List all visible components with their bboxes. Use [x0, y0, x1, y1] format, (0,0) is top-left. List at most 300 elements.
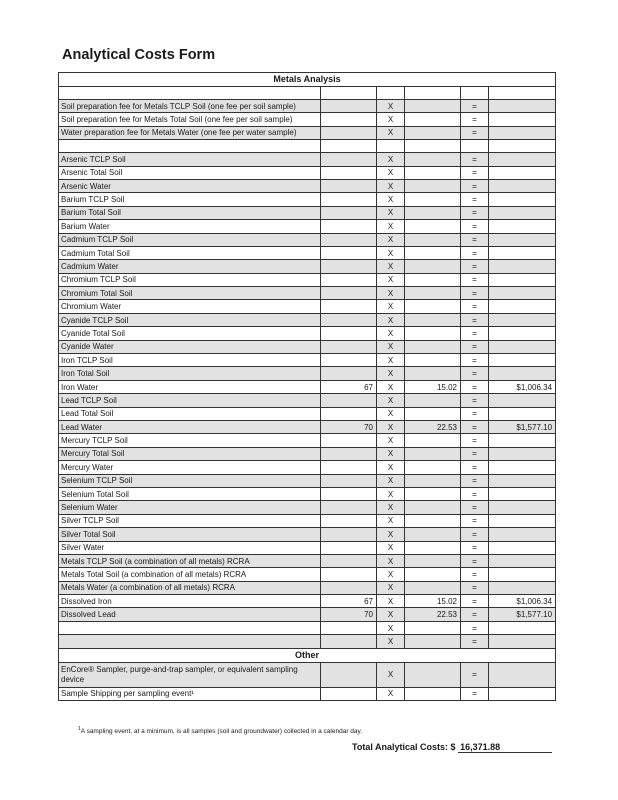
equals-symbol: = — [461, 474, 489, 487]
total-label: Total Analytical Costs: — [352, 742, 449, 752]
line-total-cell[interactable] — [489, 340, 556, 353]
unit-price-cell[interactable]: 22.53 — [405, 608, 461, 621]
table-row — [59, 206, 556, 219]
unit-price-cell[interactable] — [405, 434, 461, 447]
line-total-cell[interactable] — [489, 126, 556, 139]
times-symbol: X — [377, 487, 405, 500]
unit-price-cell[interactable] — [405, 313, 461, 326]
quantity-cell[interactable] — [321, 287, 377, 300]
cost-item-label: Barium Total Soil — [59, 206, 321, 219]
line-total-cell[interactable] — [489, 635, 556, 648]
table-row — [59, 380, 556, 393]
line-total-cell[interactable] — [489, 461, 556, 474]
equals-symbol: = — [461, 273, 489, 286]
unit-price-cell[interactable] — [405, 287, 461, 300]
line-total-cell[interactable]: $1,006.34 — [489, 380, 556, 393]
table-row — [59, 474, 556, 487]
times-symbol: X — [377, 193, 405, 206]
table-row — [59, 581, 556, 594]
equals-symbol: = — [461, 287, 489, 300]
cost-item-label: Metals Water (a combination of all metals) RCRA — [59, 581, 321, 594]
times-symbol: X — [377, 287, 405, 300]
table-row — [59, 354, 556, 367]
times-symbol: X — [377, 528, 405, 541]
quantity-cell[interactable] — [321, 474, 377, 487]
times-symbol: X — [377, 260, 405, 273]
times-symbol: X — [377, 354, 405, 367]
times-symbol: X — [377, 474, 405, 487]
line-total-cell[interactable] — [489, 447, 556, 460]
equals-symbol: = — [461, 220, 489, 233]
line-total-cell[interactable] — [489, 153, 556, 166]
empty-cell — [321, 87, 377, 100]
times-symbol: X — [377, 327, 405, 340]
line-total-cell[interactable] — [489, 327, 556, 340]
table-row — [59, 233, 556, 246]
times-symbol: X — [377, 662, 405, 687]
cost-item-label: Arsenic Total Soil — [59, 166, 321, 179]
quantity-cell[interactable] — [321, 581, 377, 594]
footnote-mark: 1 — [78, 726, 81, 732]
table-row — [59, 554, 556, 567]
line-total-cell[interactable] — [489, 100, 556, 113]
unit-price-cell[interactable] — [405, 193, 461, 206]
quantity-cell[interactable] — [321, 246, 377, 259]
times-symbol: X — [377, 380, 405, 393]
quantity-cell[interactable] — [321, 126, 377, 139]
blank-spacer-row — [59, 140, 556, 153]
equals-symbol: = — [461, 407, 489, 420]
quantity-cell[interactable] — [321, 434, 377, 447]
times-symbol: X — [377, 621, 405, 634]
cost-item-label: Cadmium Total Soil — [59, 246, 321, 259]
empty-cell — [321, 140, 377, 153]
table-row — [59, 287, 556, 300]
empty-cell — [489, 140, 556, 153]
line-total-cell[interactable] — [489, 434, 556, 447]
footnote — [78, 726, 362, 735]
line-total-cell[interactable] — [489, 514, 556, 527]
times-symbol: X — [377, 447, 405, 460]
quantity-cell[interactable] — [321, 113, 377, 126]
table-row — [59, 246, 556, 259]
table-row — [59, 313, 556, 326]
cost-item-label: Lead TCLP Soil — [59, 394, 321, 407]
cost-item-label: Metals Total Soil (a combination of all metals) RCRA — [59, 568, 321, 581]
unit-price-cell[interactable] — [405, 474, 461, 487]
unit-price-cell[interactable] — [405, 501, 461, 514]
quantity-cell[interactable]: 70 — [321, 608, 377, 621]
quantity-cell[interactable] — [321, 662, 377, 687]
blank-spacer-row — [59, 87, 556, 100]
cost-item-label: Chromium Water — [59, 300, 321, 313]
line-total-cell[interactable] — [489, 246, 556, 259]
line-total-cell[interactable] — [489, 407, 556, 420]
unit-price-cell[interactable]: 15.02 — [405, 380, 461, 393]
table-row — [59, 541, 556, 554]
unit-price-cell[interactable] — [405, 113, 461, 126]
quantity-cell[interactable] — [321, 461, 377, 474]
unit-price-cell[interactable] — [405, 100, 461, 113]
equals-symbol: = — [461, 447, 489, 460]
unit-price-cell[interactable] — [405, 126, 461, 139]
unit-price-cell[interactable] — [405, 662, 461, 687]
cost-item-label: Selenium Total Soil — [59, 487, 321, 500]
unit-price-cell[interactable] — [405, 340, 461, 353]
unit-price-cell[interactable] — [405, 568, 461, 581]
cost-item-label: Lead Total Soil — [59, 407, 321, 420]
empty-cell — [59, 140, 321, 153]
table-row — [59, 126, 556, 139]
cost-item-label: Lead Water — [59, 420, 321, 433]
times-symbol: X — [377, 501, 405, 514]
equals-symbol: = — [461, 193, 489, 206]
line-total-cell[interactable] — [489, 621, 556, 634]
form-title: Analytical Costs Form — [62, 47, 216, 63]
cost-item-label: Sample Shipping per sampling event¹ — [59, 687, 321, 700]
empty-cell — [461, 140, 489, 153]
table-row — [59, 113, 556, 126]
equals-symbol: = — [461, 595, 489, 608]
equals-symbol: = — [461, 687, 489, 700]
section-title-metals: Metals Analysis — [59, 73, 556, 87]
line-total-cell[interactable] — [489, 220, 556, 233]
quantity-cell[interactable] — [321, 487, 377, 500]
table-row — [59, 260, 556, 273]
line-total-cell[interactable] — [489, 528, 556, 541]
equals-symbol: = — [461, 487, 489, 500]
total-value: 16,371.88 — [458, 742, 552, 753]
line-total-cell[interactable] — [489, 581, 556, 594]
table-row — [59, 327, 556, 340]
times-symbol: X — [377, 273, 405, 286]
cost-item-label: Water preparation fee for Metals Water (one fee per water sample) — [59, 126, 321, 139]
equals-symbol: = — [461, 179, 489, 192]
empty-cell — [377, 87, 405, 100]
line-total-cell[interactable] — [489, 300, 556, 313]
quantity-cell[interactable] — [321, 179, 377, 192]
cost-item-label: Arsenic TCLP Soil — [59, 153, 321, 166]
equals-symbol: = — [461, 568, 489, 581]
times-symbol: X — [377, 514, 405, 527]
quantity-cell[interactable] — [321, 687, 377, 700]
equals-symbol: = — [461, 380, 489, 393]
quantity-cell[interactable] — [321, 514, 377, 527]
quantity-cell[interactable] — [321, 273, 377, 286]
times-symbol: X — [377, 635, 405, 648]
equals-symbol: = — [461, 340, 489, 353]
quantity-cell[interactable] — [321, 327, 377, 340]
times-symbol: X — [377, 608, 405, 621]
unit-price-cell[interactable] — [405, 394, 461, 407]
times-symbol: X — [377, 595, 405, 608]
equals-symbol: = — [461, 581, 489, 594]
section-header-other — [59, 648, 556, 662]
table-row — [59, 367, 556, 380]
cost-item-label: Silver Total Soil — [59, 528, 321, 541]
quantity-cell[interactable] — [321, 206, 377, 219]
quantity-cell[interactable] — [321, 554, 377, 567]
unit-price-cell[interactable] — [405, 621, 461, 634]
line-total-cell[interactable] — [489, 394, 556, 407]
unit-price-cell[interactable] — [405, 367, 461, 380]
quantity-cell[interactable] — [321, 300, 377, 313]
equals-symbol: = — [461, 100, 489, 113]
equals-symbol: = — [461, 300, 489, 313]
quantity-cell[interactable] — [321, 407, 377, 420]
times-symbol: X — [377, 300, 405, 313]
quantity-cell[interactable] — [321, 621, 377, 634]
table-row — [59, 420, 556, 433]
cost-item-label: Iron TCLP Soil — [59, 354, 321, 367]
quantity-cell[interactable]: 67 — [321, 380, 377, 393]
equals-symbol: = — [461, 514, 489, 527]
table-row — [59, 662, 556, 687]
quantity-cell[interactable] — [321, 260, 377, 273]
cost-item-label: Iron Total Soil — [59, 367, 321, 380]
quantity-cell[interactable] — [321, 635, 377, 648]
cost-item-label: Cadmium TCLP Soil — [59, 233, 321, 246]
section-title-other: Other — [59, 648, 556, 662]
line-total-cell[interactable]: $1,006.34 — [489, 595, 556, 608]
line-total-cell[interactable] — [489, 233, 556, 246]
line-total-cell[interactable] — [489, 193, 556, 206]
cost-item-label: Mercury TCLP Soil — [59, 434, 321, 447]
cost-item-label — [59, 635, 321, 648]
quantity-cell[interactable] — [321, 541, 377, 554]
unit-price-cell[interactable] — [405, 354, 461, 367]
table-row — [59, 394, 556, 407]
unit-price-cell[interactable] — [405, 327, 461, 340]
times-symbol: X — [377, 166, 405, 179]
footnote-text: A sampling event, at a minimum, is all samples (soil and groundwater) collected in a calendar day. — [80, 728, 363, 736]
cost-item-label: Silver TCLP Soil — [59, 514, 321, 527]
unit-price-cell[interactable]: 22.53 — [405, 420, 461, 433]
table-row — [59, 434, 556, 447]
table-row — [59, 595, 556, 608]
equals-symbol: = — [461, 541, 489, 554]
line-total-cell[interactable] — [489, 367, 556, 380]
table-row — [59, 273, 556, 286]
times-symbol: X — [377, 340, 405, 353]
line-total-cell[interactable] — [489, 662, 556, 687]
line-total-cell[interactable] — [489, 113, 556, 126]
quantity-cell[interactable] — [321, 447, 377, 460]
cost-item-label — [59, 621, 321, 634]
line-total-cell[interactable] — [489, 541, 556, 554]
times-symbol: X — [377, 541, 405, 554]
table-row — [59, 501, 556, 514]
quantity-cell[interactable] — [321, 166, 377, 179]
unit-price-cell[interactable] — [405, 260, 461, 273]
quantity-cell[interactable] — [321, 501, 377, 514]
line-total-cell[interactable] — [489, 179, 556, 192]
empty-cell — [461, 87, 489, 100]
unit-price-cell[interactable] — [405, 233, 461, 246]
empty-cell — [59, 87, 321, 100]
unit-price-cell[interactable] — [405, 514, 461, 527]
unit-price-cell[interactable] — [405, 153, 461, 166]
cost-item-label: Silver Water — [59, 541, 321, 554]
line-total-cell[interactable] — [489, 166, 556, 179]
times-symbol: X — [377, 420, 405, 433]
unit-price-cell[interactable] — [405, 220, 461, 233]
line-total-cell[interactable] — [489, 687, 556, 700]
cost-item-label: Soil preparation fee for Metals Total Soil (one fee per soil sample) — [59, 113, 321, 126]
quantity-cell[interactable] — [321, 568, 377, 581]
line-total-cell[interactable] — [489, 474, 556, 487]
empty-cell — [489, 87, 556, 100]
quantity-cell[interactable] — [321, 153, 377, 166]
equals-symbol: = — [461, 313, 489, 326]
times-symbol: X — [377, 461, 405, 474]
table-row — [59, 487, 556, 500]
cost-item-label: Mercury Total Soil — [59, 447, 321, 460]
table-row — [59, 461, 556, 474]
line-total-cell[interactable] — [489, 354, 556, 367]
cost-item-label: EnCore® Sampler, purge-and-trap sampler, or equivalent sampling device — [59, 662, 321, 687]
quantity-cell[interactable] — [321, 193, 377, 206]
equals-symbol: = — [461, 461, 489, 474]
times-symbol: X — [377, 434, 405, 447]
cost-item-label: Iron Water — [59, 380, 321, 393]
table-row — [59, 621, 556, 634]
cost-item-label: Mercury Water — [59, 461, 321, 474]
quantity-cell[interactable] — [321, 528, 377, 541]
line-total-cell[interactable] — [489, 554, 556, 567]
quantity-cell[interactable]: 70 — [321, 420, 377, 433]
times-symbol: X — [377, 100, 405, 113]
equals-symbol: = — [461, 260, 489, 273]
cost-item-label: Chromium Total Soil — [59, 287, 321, 300]
cost-item-label: Dissolved Lead — [59, 608, 321, 621]
table-row — [59, 568, 556, 581]
times-symbol: X — [377, 113, 405, 126]
cost-item-label: Cyanide Total Soil — [59, 327, 321, 340]
table-row — [59, 407, 556, 420]
empty-cell — [405, 87, 461, 100]
unit-price-cell[interactable] — [405, 528, 461, 541]
quantity-cell[interactable] — [321, 394, 377, 407]
table-row — [59, 340, 556, 353]
times-symbol: X — [377, 246, 405, 259]
total-currency: $ — [450, 742, 456, 752]
quantity-cell[interactable] — [321, 354, 377, 367]
line-total-cell[interactable] — [489, 313, 556, 326]
line-total-cell[interactable] — [489, 568, 556, 581]
equals-symbol: = — [461, 233, 489, 246]
cost-item-label: Cadmium Water — [59, 260, 321, 273]
quantity-cell[interactable] — [321, 100, 377, 113]
times-symbol: X — [377, 220, 405, 233]
quantity-cell[interactable]: 67 — [321, 595, 377, 608]
equals-symbol: = — [461, 554, 489, 567]
unit-price-cell[interactable] — [405, 581, 461, 594]
cost-item-label: Metals TCLP Soil (a combination of all metals) RCRA — [59, 554, 321, 567]
equals-symbol: = — [461, 367, 489, 380]
equals-symbol: = — [461, 608, 489, 621]
times-symbol: X — [377, 153, 405, 166]
line-total-cell[interactable]: $1,577.10 — [489, 608, 556, 621]
cost-item-label: Chromium TCLP Soil — [59, 273, 321, 286]
equals-symbol: = — [461, 246, 489, 259]
unit-price-cell[interactable] — [405, 461, 461, 474]
quantity-cell[interactable] — [321, 367, 377, 380]
equals-symbol: = — [461, 662, 489, 687]
line-total-cell[interactable] — [489, 206, 556, 219]
unit-price-cell[interactable] — [405, 447, 461, 460]
cost-item-label: Barium Water — [59, 220, 321, 233]
times-symbol: X — [377, 233, 405, 246]
cost-item-label: Cyanide Water — [59, 340, 321, 353]
line-total-cell[interactable] — [489, 287, 556, 300]
line-total-cell[interactable] — [489, 501, 556, 514]
table-row — [59, 179, 556, 192]
equals-symbol: = — [461, 327, 489, 340]
cost-item-label: Arsenic Water — [59, 179, 321, 192]
table-row — [59, 514, 556, 527]
unit-price-cell[interactable] — [405, 300, 461, 313]
total-analytical-costs — [352, 742, 552, 753]
times-symbol: X — [377, 179, 405, 192]
cost-item-label: Soil preparation fee for Metals TCLP Soil (one fee per soil sample) — [59, 100, 321, 113]
unit-price-cell[interactable] — [405, 273, 461, 286]
unit-price-cell[interactable] — [405, 487, 461, 500]
unit-price-cell[interactable] — [405, 166, 461, 179]
unit-price-cell[interactable] — [405, 407, 461, 420]
equals-symbol: = — [461, 166, 489, 179]
table-row — [59, 447, 556, 460]
equals-symbol: = — [461, 621, 489, 634]
quantity-cell[interactable] — [321, 220, 377, 233]
unit-price-cell[interactable]: 15.02 — [405, 595, 461, 608]
table-row — [59, 608, 556, 621]
table-row — [59, 100, 556, 113]
times-symbol: X — [377, 687, 405, 700]
line-total-cell[interactable] — [489, 273, 556, 286]
section-header-metals — [59, 73, 556, 87]
equals-symbol: = — [461, 528, 489, 541]
table-row — [59, 528, 556, 541]
times-symbol: X — [377, 568, 405, 581]
equals-symbol: = — [461, 153, 489, 166]
times-symbol: X — [377, 313, 405, 326]
equals-symbol: = — [461, 113, 489, 126]
unit-price-cell[interactable] — [405, 246, 461, 259]
unit-price-cell[interactable] — [405, 541, 461, 554]
line-total-cell[interactable] — [489, 487, 556, 500]
table-row — [59, 687, 556, 700]
times-symbol: X — [377, 407, 405, 420]
times-symbol: X — [377, 581, 405, 594]
line-total-cell[interactable] — [489, 260, 556, 273]
times-symbol: X — [377, 206, 405, 219]
quantity-cell[interactable] — [321, 313, 377, 326]
unit-price-cell[interactable] — [405, 635, 461, 648]
times-symbol: X — [377, 554, 405, 567]
cost-item-label: Selenium Water — [59, 501, 321, 514]
unit-price-cell[interactable] — [405, 687, 461, 700]
quantity-cell[interactable] — [321, 340, 377, 353]
unit-price-cell[interactable] — [405, 554, 461, 567]
equals-symbol: = — [461, 434, 489, 447]
line-total-cell[interactable]: $1,577.10 — [489, 420, 556, 433]
unit-price-cell[interactable] — [405, 179, 461, 192]
quantity-cell[interactable] — [321, 233, 377, 246]
unit-price-cell[interactable] — [405, 206, 461, 219]
table-row — [59, 220, 556, 233]
table-row — [59, 300, 556, 313]
